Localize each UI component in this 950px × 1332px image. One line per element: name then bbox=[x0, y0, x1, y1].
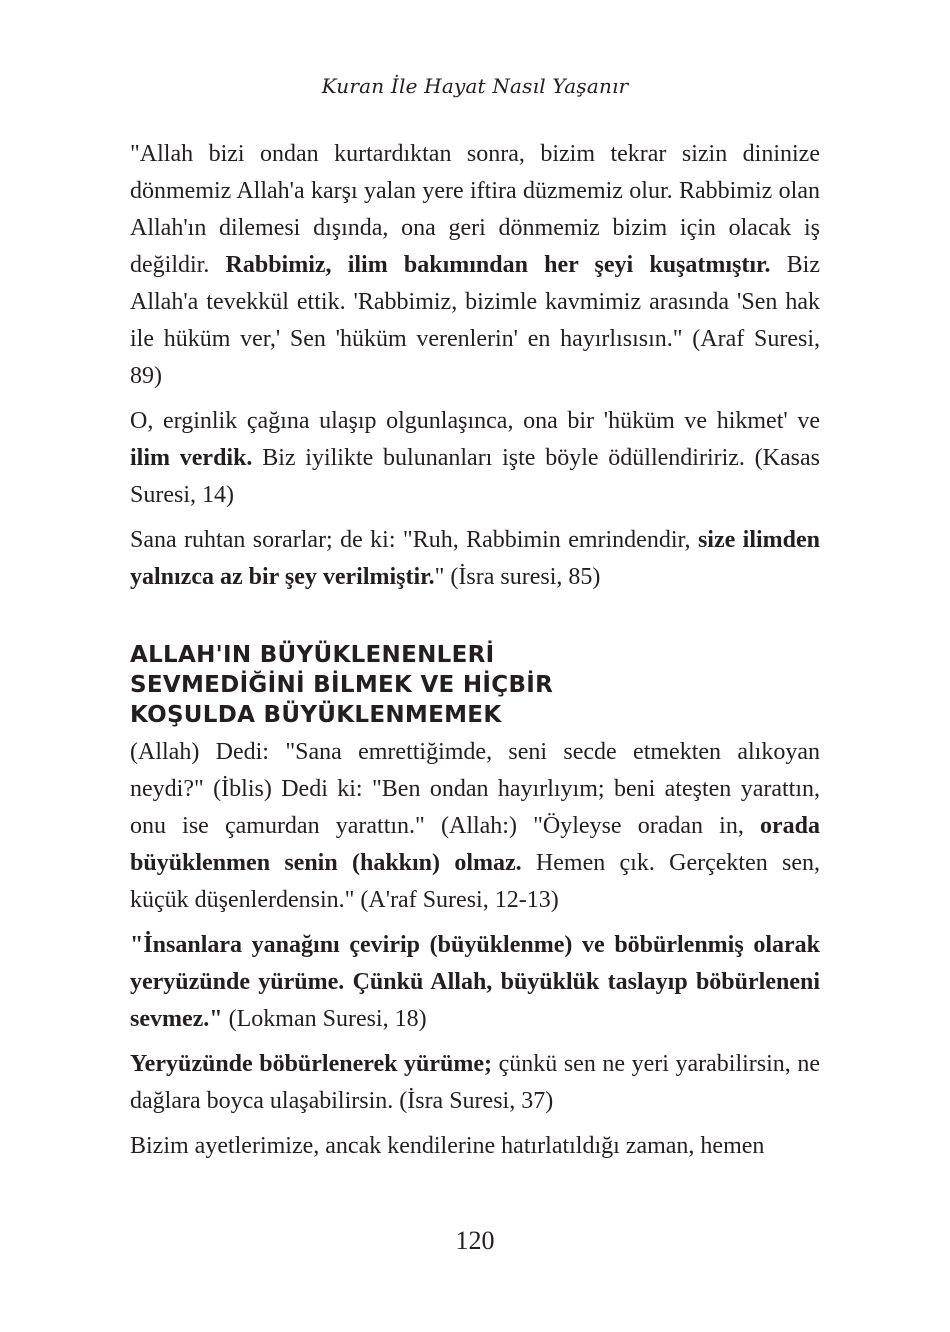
text-run: (Lokman Suresi, 18) bbox=[222, 1006, 427, 1032]
text-run: O, erginlik çağına ulaşıp olgunlaşınca, ona bir 'hüküm ve hikmet' ve bbox=[130, 408, 820, 434]
text-run: "Allah bizi ondan kurtardıktan sonra, bizim tekrar sizin dininize dönmemiz Allah'a karşı yalan yere iftira düzmemiz olur. Rabbimiz olan Allah'ın dilemesi dışında, ona geri dönmemiz bizim için olacak iş değildir. bbox=[130, 141, 820, 278]
text-run: Biz Allah'a tevekkül ettik. 'Rabbimiz, bizimle kavmimiz arasında 'Sen hak ile hüküm ver,' Sen 'hüküm verenlerin' en hayırlısısın." (Araf Suresi, 89) bbox=[130, 252, 821, 389]
page-number: 120 bbox=[455, 1226, 495, 1255]
paragraph-isra-37 bbox=[130, 1046, 820, 1120]
text-run: Bizim ayetlerimize, ancak kendilerine hatırlatıldığı zaman, hemen bbox=[130, 1133, 765, 1159]
paragraph-araf-89 bbox=[130, 136, 820, 395]
text-run: Biz iyilikte bulunanları işte böyle ödüllendiririz. (Kasas Suresi, 14) bbox=[130, 445, 820, 508]
bold-text-run: "İnsanlara yanağını çevirip (büyüklenme) ve böbürlenmiş olarak yeryüzünde yürüme. Çünkü Allah, büyüklük taslayıp böbürleneni sevmez." bbox=[130, 932, 820, 1032]
text-run: çünkü sen ne yeri yarabilirsin, ne dağlara boyca ulaşabilirsin. (İsra Suresi, 37) bbox=[130, 1051, 821, 1114]
paragraph-araf-12-13 bbox=[130, 734, 820, 919]
bold-text-run: ilim verdik. bbox=[130, 445, 253, 471]
bold-text-run: Yeryüzünde böbürlenerek yürüme; bbox=[130, 1051, 493, 1077]
paragraph-kasas-14 bbox=[130, 403, 820, 514]
paragraph-isra-85 bbox=[130, 522, 820, 596]
text-run: Hemen çık. Gerçekten sen, küçük düşenlerdensin." (A'raf Suresi, 12-13) bbox=[130, 850, 821, 913]
page-body bbox=[130, 136, 820, 1173]
section-heading-line: SEVMEDİĞİNİ BİLMEK VE HİÇBİR bbox=[130, 672, 554, 698]
paragraph-continuation bbox=[130, 1128, 820, 1165]
text-run: Sana ruhtan sorarlar; de ki: "Ruh, Rabbimin emrindendir, bbox=[130, 527, 698, 553]
text-run: (Allah) Dedi: "Sana emrettiğimde, seni secde etmekten alıkoyan neydi?" (İblis) Dedi ki: "Ben ondan hayırlıyım; beni ateşten yarattın, onu ise çamurdan yarattın." (Allah:) "Öyleyse oradan in, bbox=[130, 739, 820, 839]
text-run: " (İsra suresi, 85) bbox=[434, 564, 601, 590]
section-heading-line: KOŞULDA BÜYÜKLENMEMEK bbox=[130, 702, 502, 728]
paragraph-lokman-18 bbox=[130, 927, 820, 1038]
bold-text-run: orada büyüklenmen senin (hakkın) olmaz. bbox=[130, 813, 820, 876]
bold-text-run: Rabbimiz, ilim bakımından her şeyi kuşatmıştır. bbox=[225, 252, 771, 278]
section-heading-line: ALLAH'IN BÜYÜKLENENLERİ bbox=[130, 642, 495, 668]
bold-text-run: size ilimden yalnızca az bir şey verilmiştir. bbox=[130, 527, 820, 590]
running-header-title: Kuran İle Hayat Nasıl Yaşanır bbox=[321, 74, 629, 98]
section-heading bbox=[130, 640, 820, 730]
